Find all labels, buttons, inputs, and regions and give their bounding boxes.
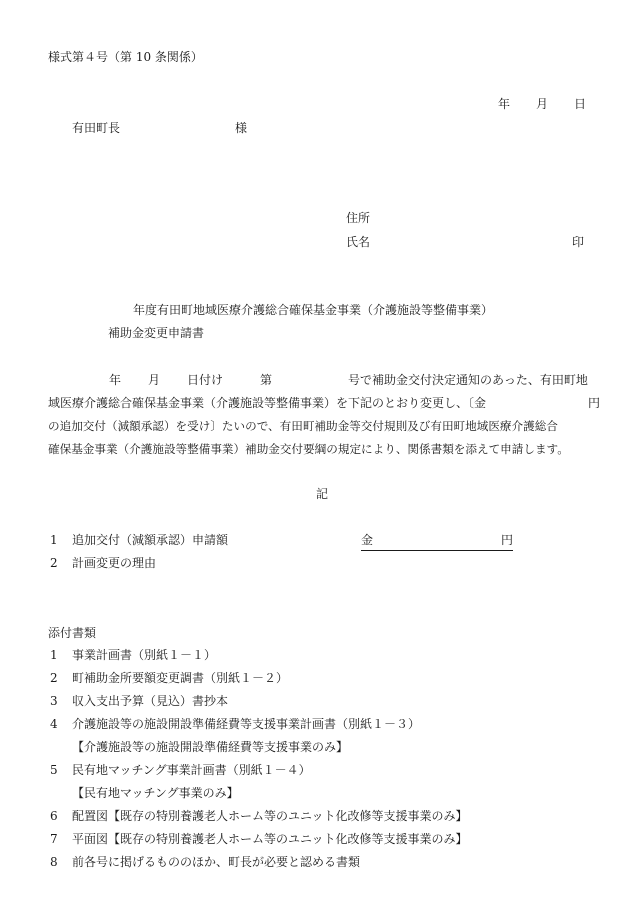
seal-mark: 印 — [572, 235, 585, 249]
attachment-5-note: 【民有地マッチング事業のみ】 — [72, 786, 239, 800]
body-line1-rest: 号で補助金交付決定通知のあった、有田町地 — [348, 373, 588, 387]
attachment-4-number: 4 — [50, 717, 58, 731]
attachment-2-number: 2 — [50, 671, 58, 685]
document-title-line1: 年度有田町地域医療介護総合確保基金事業（介護施設等整備事業） — [133, 303, 494, 317]
body-date-suffix: 日付け — [187, 373, 224, 387]
attachment-1-number: 1 — [50, 648, 58, 662]
attachment-8-text: 前各号に掲げるもののほか、町長が必要と認める書類 — [72, 855, 361, 869]
attachment-5-number: 5 — [50, 763, 58, 777]
attachment-3-text: 収入支出予算（見込）書抄本 — [72, 694, 229, 708]
amount-suffix: 円 — [501, 533, 514, 547]
addressee: 有田町長 — [72, 121, 121, 135]
item-2-number: 2 — [50, 556, 58, 570]
attachment-6-number: 6 — [50, 809, 58, 823]
document-title-line2: 補助金変更申請書 — [108, 326, 205, 340]
attachment-8-number: 8 — [50, 855, 58, 869]
body-line-3: の追加交付（減額承認）を受け〕たいので、有田町補助金等交付規則及び有田町地域医療介護総合 — [48, 419, 558, 433]
item-1-label: 追加交付（減額承認）申請額 — [72, 533, 229, 547]
attachment-2-text: 町補助金所要額変更調書（別紙１－２） — [72, 671, 289, 685]
body-number-prefix: 第 — [260, 373, 273, 387]
body-line-4: 確保基金事業（介護施設等整備事業）補助金交付要綱の規定により、関係書類を添えて申請します。 — [48, 442, 569, 456]
name-label: 氏名 — [346, 235, 371, 249]
address-label: 住所 — [346, 211, 371, 225]
honorific: 様 — [235, 121, 248, 135]
attachment-4-note: 【介護施設等の施設開設準備経費等支援事業のみ】 — [72, 740, 349, 754]
body-line-2: 域医療介護総合確保基金事業（介護施設等整備事業）を下記のとおり変更し、〔金 — [48, 396, 487, 410]
body-line-2-yen: 円 — [588, 396, 601, 410]
attachments-heading: 添付書類 — [48, 626, 97, 640]
date-year-label: 年 — [498, 97, 511, 111]
amount-prefix: 金 — [361, 533, 374, 547]
body-month: 月 — [148, 373, 161, 387]
date-month-label: 月 — [536, 97, 549, 111]
attachment-5-text: 民有地マッチング事業計画書（別紙１－４） — [72, 763, 311, 777]
form-number: 様式第４号（第 10 条関係） — [48, 50, 203, 64]
attachment-6-text: 配置図【既存の特別養護老人ホーム等のユニット化改修等支援事業のみ】 — [72, 809, 468, 823]
item-1-amount — [361, 533, 513, 551]
body-year: 年 — [109, 373, 122, 387]
attachment-4-text: 介護施設等の施設開設準備経費等支援事業計画書（別紙１－３） — [72, 717, 421, 731]
item-2-label: 計画変更の理由 — [72, 556, 157, 570]
attachment-3-number: 3 — [50, 694, 58, 708]
date-day-label: 日 — [574, 97, 587, 111]
attachment-7-number: 7 — [50, 832, 58, 846]
attachment-1-text: 事業計画書（別紙１－１） — [72, 648, 217, 662]
ki-heading: 記 — [316, 487, 329, 501]
attachment-7-text: 平面図【既存の特別養護老人ホーム等のユニット化改修等支援事業のみ】 — [72, 832, 468, 846]
item-1-number: 1 — [50, 533, 58, 547]
